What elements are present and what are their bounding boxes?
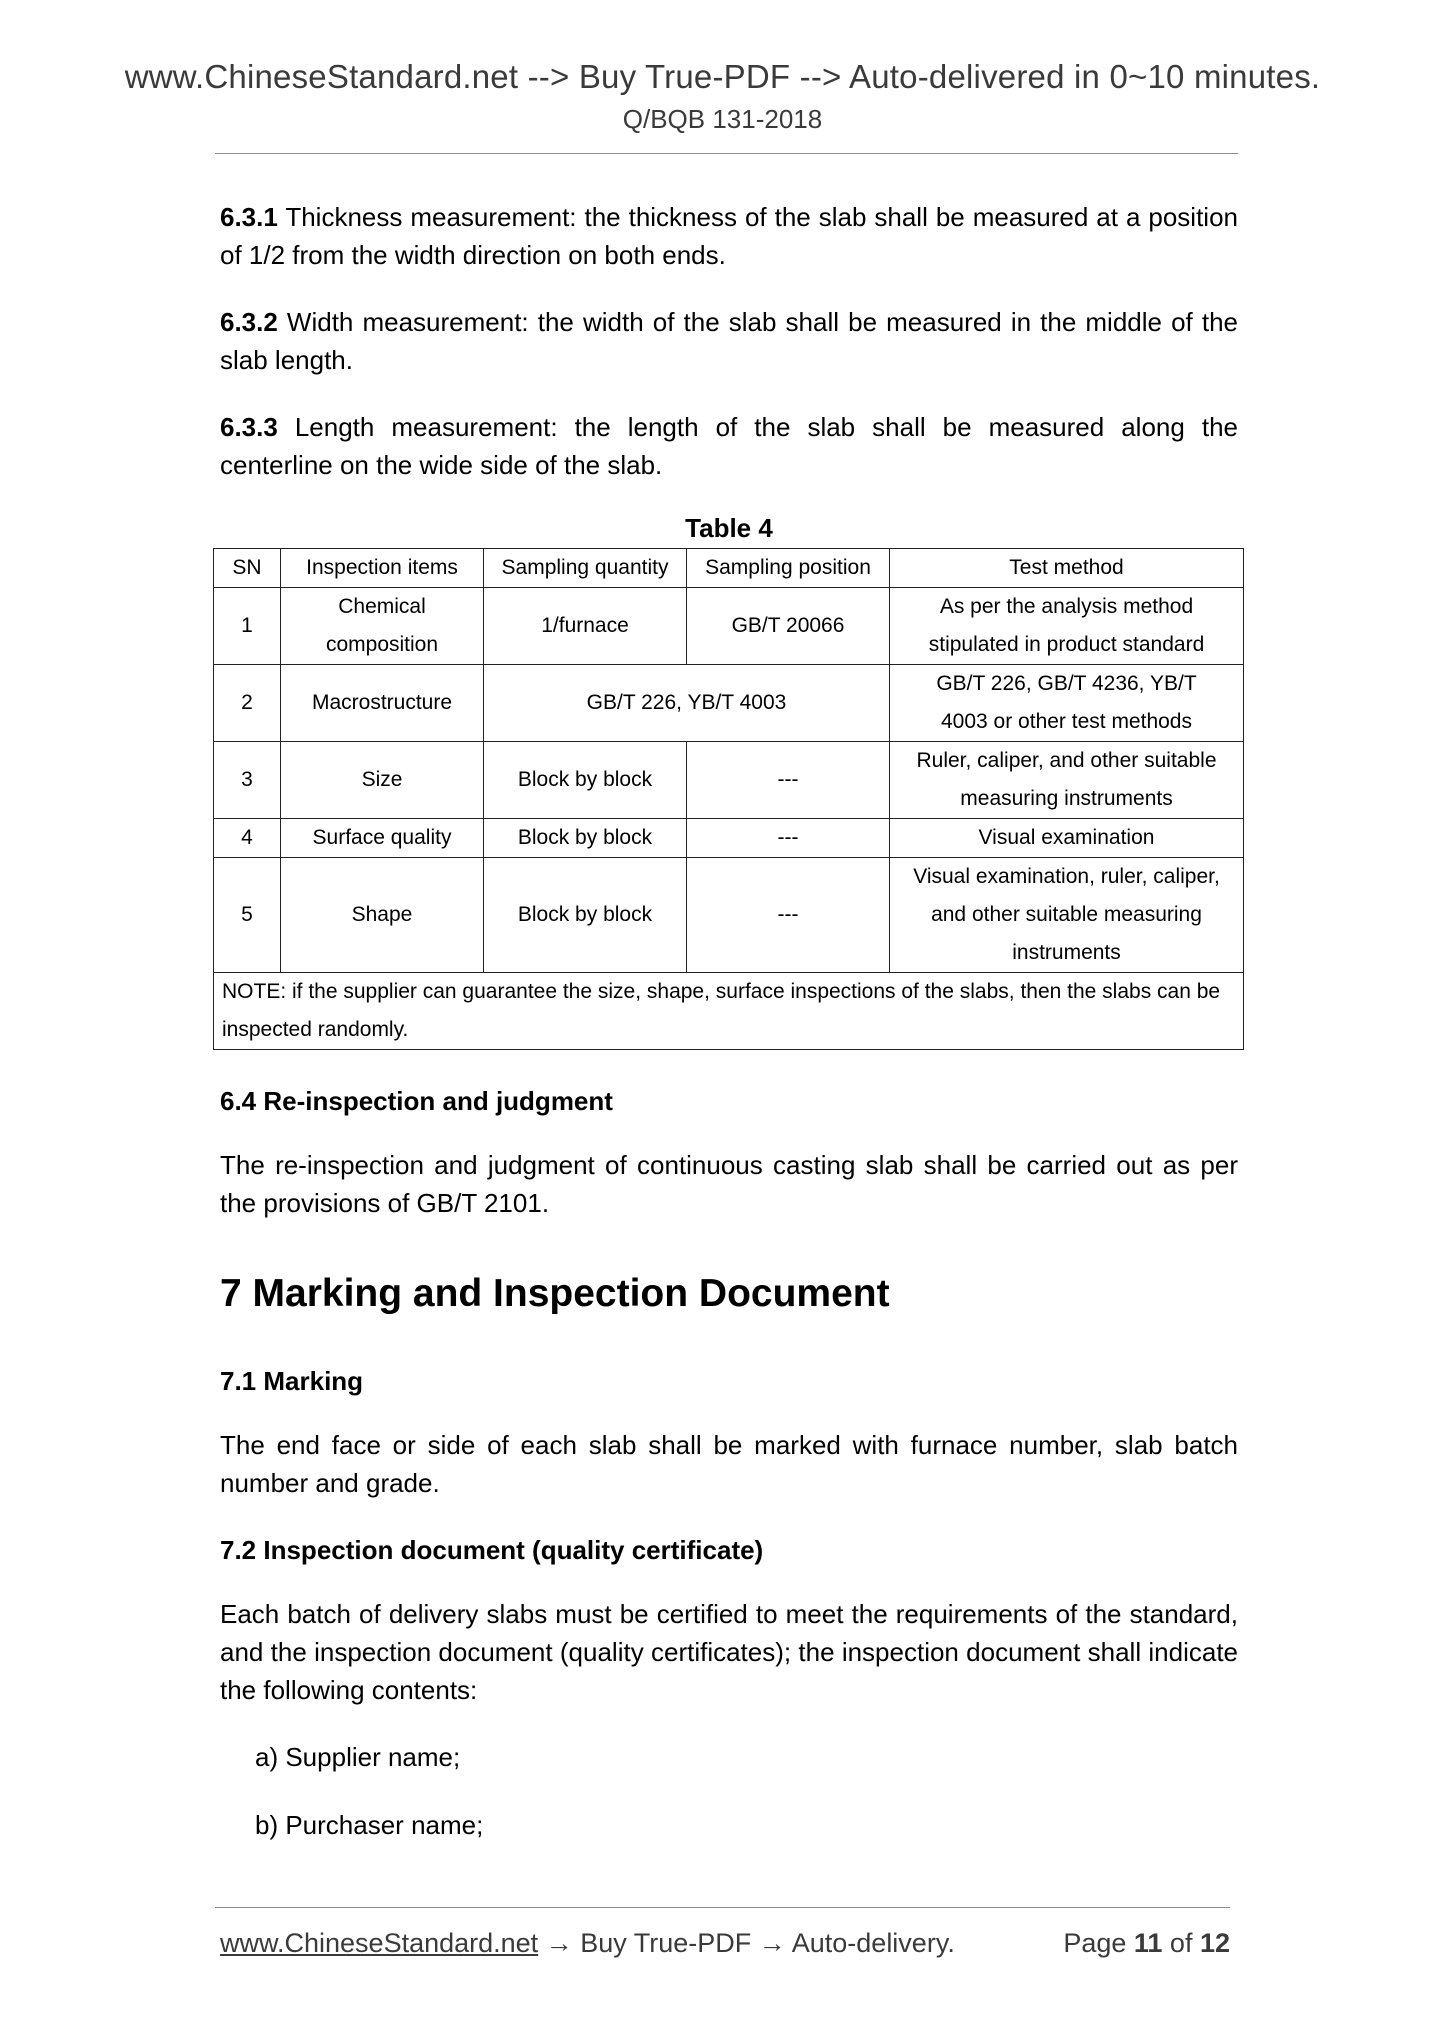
section-heading-6-4: 6.4 Re-inspection and judgment <box>220 1086 613 1116</box>
table-cell: GB/T 226, YB/T 4003 <box>484 665 890 742</box>
cell-line: stipulated in product standard <box>928 633 1205 656</box>
section-heading-7-1: 7.1 Marking <box>220 1366 364 1396</box>
section-7-1-text: The end face or side of each slab shall be marked with furnace number, slab batch number and grade. <box>220 1430 1238 1498</box>
column-header: Test method <box>890 549 1244 588</box>
table-cell: Block by block <box>484 742 687 819</box>
table-cell: Block by block <box>484 819 687 858</box>
table-cell <box>890 858 1244 973</box>
column-header: Inspection items <box>281 549 484 588</box>
footer-divider <box>215 1907 1230 1908</box>
cell-line: 4003 or other test methods <box>941 710 1192 733</box>
table-cell: Macrostructure <box>281 665 484 742</box>
cell-line: Visual examination, ruler, caliper, <box>913 865 1220 888</box>
section-6-4-text: The re-inspection and judgment of continuous casting slab shall be carried out as per the provisions of GB/T 2101. <box>220 1150 1238 1218</box>
header-banner: www.ChineseStandard.net --> Buy True-PDF --> Auto-delivered in 0~10 minutes. <box>124 58 1321 95</box>
column-header: SN <box>214 549 281 588</box>
document-body <box>220 198 1238 1874</box>
cell-line: Ruler, caliper, and other suitable <box>916 749 1217 772</box>
footer-left <box>220 1928 955 1959</box>
table-row <box>214 665 1244 742</box>
current-page: 11 <box>1133 1928 1163 1958</box>
clause-number: 6.3.3 <box>220 412 278 442</box>
table-cell: 1 <box>214 588 281 665</box>
table-cell: Size <box>281 742 484 819</box>
table-row <box>214 819 1244 858</box>
cell-line: Chemical <box>338 595 426 618</box>
page-number <box>1063 1928 1230 1959</box>
list-item: b) Purchaser name; <box>255 1810 484 1840</box>
table-cell: 4 <box>214 819 281 858</box>
inspection-table <box>213 548 1244 1050</box>
clause-text: Thickness measurement: the thickness of the slab shall be measured at a position of 1/2 from the width direction on both ends. <box>220 202 1238 270</box>
table-cell: Surface quality <box>281 819 484 858</box>
clause-6-3-3 <box>220 408 1238 484</box>
document-code: Q/BQB 131-2018 <box>622 104 823 134</box>
clause-6-3-2 <box>220 303 1238 379</box>
table-cell: 5 <box>214 858 281 973</box>
cell-line: GB/T 226, GB/T 4236, YB/T <box>936 672 1197 695</box>
table-row <box>214 588 1244 665</box>
table-cell <box>890 665 1244 742</box>
table-header-row <box>214 549 1244 588</box>
column-header: Sampling quantity <box>484 549 687 588</box>
chapter-heading-7: 7 Marking and Inspection Document <box>220 1272 890 1315</box>
table-cell: 2 <box>214 665 281 742</box>
table-row <box>214 742 1244 819</box>
table-cell: Block by block <box>484 858 687 973</box>
of-label: of <box>1162 1928 1200 1958</box>
table-cell: --- <box>687 858 890 973</box>
table-cell <box>890 588 1244 665</box>
website-link[interactable]: www.ChineseStandard.net <box>220 1928 539 1958</box>
section-heading-7-2: 7.2 Inspection document (quality certificate) <box>220 1535 764 1565</box>
table-cell: 3 <box>214 742 281 819</box>
table-note-row <box>214 973 1244 1050</box>
table-cell: 1/furnace <box>484 588 687 665</box>
page-label: Page <box>1063 1928 1134 1958</box>
cell-line: As per the analysis method <box>939 595 1194 618</box>
table-note: NOTE: if the supplier can guarantee the size, shape, surface inspections of the slabs, then the slabs can be inspected randomly. <box>214 973 1244 1050</box>
table-cell <box>281 588 484 665</box>
cell-line: instruments <box>1012 941 1121 964</box>
cell-line: and other suitable measuring <box>931 903 1202 926</box>
header-divider <box>215 153 1238 154</box>
total-pages: 12 <box>1199 1928 1230 1958</box>
clause-6-3-1 <box>220 198 1238 274</box>
clause-number: 6.3.1 <box>220 202 278 232</box>
column-header: Sampling position <box>687 549 890 588</box>
table-cell: --- <box>687 742 890 819</box>
cell-line: composition <box>325 633 439 656</box>
table-row <box>214 858 1244 973</box>
table-cell: Visual examination <box>890 819 1244 858</box>
table-cell <box>890 742 1244 819</box>
table-cell: GB/T 20066 <box>687 588 890 665</box>
table-title: Table 4 <box>685 513 773 543</box>
list-item: a) Supplier name; <box>255 1742 461 1772</box>
clause-text: Width measurement: the width of the slab shall be measured in the middle of the slab length. <box>220 307 1238 375</box>
footer-tagline: → Buy True-PDF → Auto-delivery. <box>538 1928 955 1958</box>
table-cell: --- <box>687 819 890 858</box>
clause-text: Length measurement: the length of the slab shall be measured along the centerline on the wide side of the slab. <box>220 412 1238 480</box>
clause-number: 6.3.2 <box>220 307 278 337</box>
table-cell: Shape <box>281 858 484 973</box>
section-7-2-text: Each batch of delivery slabs must be certified to meet the requirements of the standard, and the inspection document (quality certificates); the inspection document shall indicate the following contents: <box>220 1599 1238 1705</box>
cell-line: measuring instruments <box>960 787 1173 810</box>
